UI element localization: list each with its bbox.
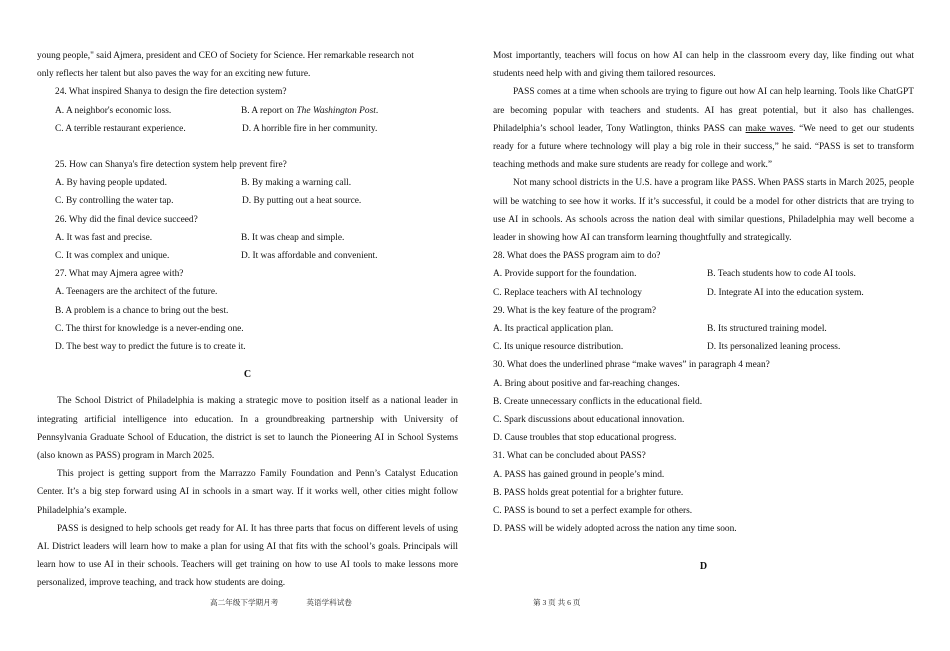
option-d: D. Integrate AI into the education system. — [707, 287, 864, 298]
option-b: B. Teach students how to code AI tools. — [707, 269, 856, 280]
option-c: C. By controlling the water tap. — [55, 196, 174, 207]
option-c: C. Its unique resource distribution. — [493, 342, 624, 353]
option-c: C. It was complex and unique. — [55, 251, 170, 262]
section-heading-d: D — [699, 561, 708, 573]
option-b: B. Create unnecessary conflicts in the educational field. — [493, 396, 703, 407]
question-26 — [37, 211, 458, 266]
question-30 — [493, 356, 914, 447]
option-c: C. The thirst for knowledge is a never-ending one. — [55, 323, 244, 334]
footer-grade: 高二年级下学期月考 — [210, 598, 279, 607]
question-stem: 27. What may Ajmera agree with? — [55, 269, 184, 280]
option-a: A. Teenagers are the architect of the future. — [55, 287, 218, 298]
option-b: B. It was cheap and simple. — [241, 232, 345, 243]
underlined-phrase: make waves — [745, 123, 794, 134]
section-heading-c: C — [243, 369, 252, 381]
option-d: D. Its personalized leaning process. — [707, 342, 841, 353]
question-24 — [37, 83, 458, 138]
footer-left — [210, 597, 352, 608]
question-stem: 28. What does the PASS program aim to do? — [493, 251, 661, 262]
question-stem: 30. What does the underlined phrase “make waves” in paragraph 4 mean? — [493, 360, 770, 371]
intro-line: only reflects her talent but also paves the way for an exciting new future. — [37, 69, 311, 80]
option-b: B. By making a warning call. — [241, 178, 352, 189]
passage-paragraph: Most importantly, teachers will focus on how AI can help in the classroom every day, like finding out what students need help with and giving them tailored resources. — [493, 51, 914, 80]
option-b: B. Its structured training model. — [707, 324, 827, 335]
right-column — [493, 47, 914, 585]
question-stem: 26. Why did the final device succeed? — [55, 214, 198, 225]
publication-title: The Washington Post — [296, 105, 376, 116]
option-b: B. A report on The Washington Post. — [241, 105, 379, 116]
option-b: B. PASS holds great potential for a brighter future. — [493, 487, 684, 498]
question-31 — [493, 447, 914, 538]
option-a: A. By having people updated. — [55, 178, 167, 189]
left-column — [37, 47, 458, 593]
footer-page-number: 第 3 页 共 6 页 — [533, 598, 581, 607]
question-stem: 31. What can be concluded about PASS? — [493, 451, 646, 462]
passage-paragraph: PASS comes at a time when schools are trying to figure out how AI can help learning. Tools like ChatGPT are becoming popular with teachers and students. AI has great potential, but it also has challenges. Philadelphia’s school leader, Tony Watlington, thinks PASS can make waves. “We need to get our students ready for a future where technology will play a big role in their success,” he said. “PASS is set to transform teaching methods and make sure students are ready for college and work.” — [493, 87, 914, 171]
option-d: D. By putting out a heat source. — [242, 196, 362, 207]
option-c: C. Spark discussions about educational innovation. — [493, 415, 685, 426]
option-d: D. Cause troubles that stop educational progress. — [493, 433, 677, 444]
option-d: D. The best way to predict the future is to create it. — [55, 342, 246, 353]
option-a: A. Its practical application plan. — [493, 324, 614, 335]
option-a: A. A neighbor's economic loss. — [55, 105, 172, 116]
question-25 — [37, 156, 458, 211]
option-a: A. PASS has gained ground in people’s mind. — [493, 469, 665, 480]
passage-paragraph: This project is getting support from the Marrazzo Family Foundation and Penn’s Catalyst Education Center. It’s a big step forward using AI in schools in a smart way. If it works well, other cities might follow Philadelphia’s example. — [37, 469, 458, 516]
question-stem: 29. What is the key feature of the program? — [493, 305, 657, 316]
option-c: C. PASS is bound to set a perfect example for others. — [493, 506, 693, 517]
option-a: A. Provide support for the foundation. — [493, 269, 637, 280]
option-c: C. Replace teachers with AI technology — [493, 287, 642, 298]
question-28 — [493, 247, 914, 302]
option-b: B. A problem is a chance to bring out the best. — [55, 305, 229, 316]
footer-subject: 英语学科试卷 — [306, 598, 352, 607]
question-stem: 24. What inspired Shanya to design the fire detection system? — [55, 87, 287, 98]
option-a: A. It was fast and precise. — [55, 232, 153, 243]
passage-paragraph: PASS is designed to help schools get ready for AI. It has three parts that focus on different levels of using AI. District leaders will learn how to make a plan for using AI that fits with the school’s goals. Principals will learn how to use AI in their schools. Teachers will get training on how to use AI tools to make lessons more personalized, improve teaching, and track how students are doing. — [37, 523, 458, 589]
option-a: A. Bring about positive and far-reaching changes. — [493, 378, 680, 389]
question-stem: 25. How can Shanya's fire detection system help prevent fire? — [55, 160, 287, 171]
passage-paragraph: The School District of Philadelphia is making a strategic move to position itself as a national leader in integrating artificial intelligence into education. In a groundbreaking partnership with University of Pennsylvania Graduate School of Education, the district is set to launch the Pioneering AI in School Systems (also known as PASS) program in March 2025. — [37, 396, 458, 462]
option-d: D. PASS will be widely adopted across the nation any time soon. — [493, 524, 737, 535]
option-c: C. A terrible restaurant experience. — [55, 123, 186, 134]
option-d: D. It was affordable and convenient. — [241, 251, 378, 262]
intro-line: young people," said Ajmera, president and CEO of Society for Science. Her remarkable research not — [37, 51, 414, 61]
question-29 — [493, 302, 914, 357]
passage-paragraph: Not many school districts in the U.S. have a program like PASS. When PASS starts in March 2025, people will be watching to see how it works. If it’s successful, it could be a model for other districts that are trying to use AI in schools. As schools across the nation deal with similar questions, Philadelphia may well become a leader in showing how AI can transform learning thoughtfully and strategically. — [493, 178, 914, 244]
option-d: D. A horrible fire in her community. — [242, 123, 378, 134]
question-27 — [37, 265, 458, 356]
